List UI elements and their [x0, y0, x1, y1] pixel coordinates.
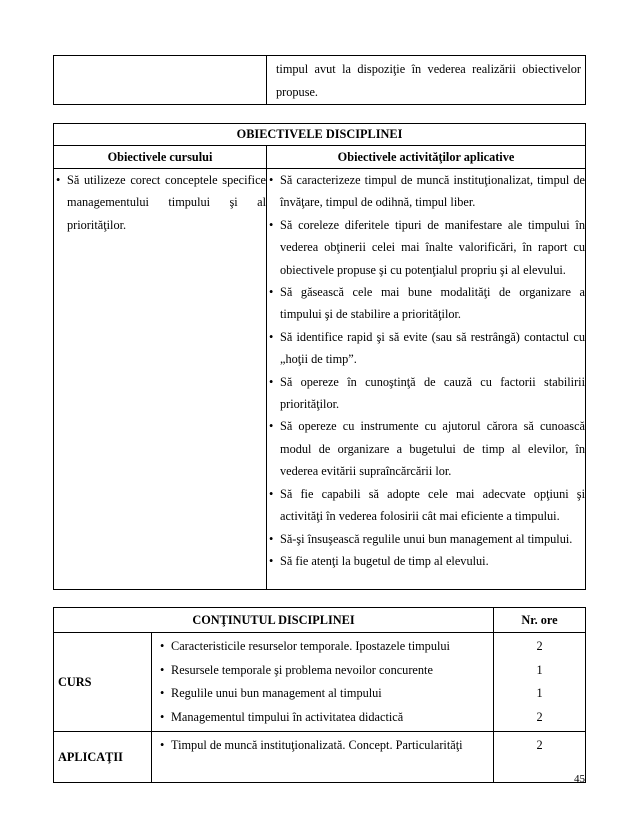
list-item: • Să fie atenţi la bugetul de timp al elevului.: [267, 550, 585, 572]
list-item: • Să opereze în cunoştinţă de cauză cu factorii stabilirii priorităţilor.: [267, 371, 585, 416]
curs-items-list: [158, 635, 489, 729]
hours-value: 1: [536, 662, 543, 677]
page-number: 45: [574, 773, 585, 785]
objectives-title: OBIECTIVELE DISCIPLINEI: [54, 124, 586, 146]
list-item: • Să găsească cele mai bune modalităţi de organizare a timpului şi de stabilire a priorităţilor.: [267, 281, 585, 326]
content-title: CONŢINUTUL DISCIPLINEI: [54, 608, 494, 633]
content-table: [53, 607, 586, 783]
list-item: • Să coreleze diferitele tipuri de manifestare ale timpului în vederea obţinerii celei mai înalte valorificări, în raport cu obiectivele propuse şi cu potenţialul propriu şi al elevului.: [267, 214, 585, 281]
list-item: • Timpul de muncă instituţionalizată. Concept. Particularităţi: [158, 734, 489, 758]
curs-items-cell: [152, 633, 494, 732]
list-item: • Să caracterizeze timpul de muncă instituţionalizat, timpul de învăţare, timpul de odihnă, timpul liber.: [267, 169, 585, 214]
activity-objectives-cell: [267, 169, 586, 590]
activity-objectives-header: Obiectivele activităţilor aplicative: [267, 146, 586, 169]
list-item: • Să identifice rapid şi să evite (sau să restrângă) contactul cu „hoţii de timp”.: [267, 326, 585, 371]
hours-value: 1: [536, 686, 543, 700]
list-item: • Să opereze cu instrumente cu ajutorul cărora să cunoască modul de organizare a bugetului de timp al elevilor, în vederea evitării supraîncărcării lor.: [267, 415, 585, 482]
aplicatii-items-list: [158, 734, 489, 758]
course-objectives-header: Obiectivele cursului: [54, 146, 267, 169]
top-continuation-table: [53, 55, 586, 105]
top-left-empty-cell: [54, 56, 267, 105]
course-objectives-list: [54, 169, 266, 236]
list-item: • Să fie capabili să adopte cele mai adecvate opţiuni şi activităţi în vederea folosirii cât mai eficiente a timpului.: [267, 483, 585, 528]
aplicatii-items-cell: [152, 732, 494, 783]
hours-value: 2: [536, 639, 543, 653]
curs-hours-cell: [494, 633, 586, 732]
hours-value: 2: [536, 738, 543, 752]
list-item: • Caracteristicile resurselor temporale. Ipostazele timpului: [158, 635, 489, 659]
activity-objectives-list: [267, 169, 585, 572]
list-item: • Resursele temporale şi problema nevoilor concurente: [158, 659, 489, 683]
curs-label: CURS: [54, 633, 152, 732]
list-item: • Managementul timpului în activitatea didactică: [158, 706, 489, 730]
list-item: • Să utilizeze corect conceptele specifice managementului timpului şi al priorităţilor.: [54, 169, 266, 236]
list-item: • Să-şi însuşească regulile unui bun management al timpului.: [267, 528, 585, 550]
top-right-text-cell: timpul avut la dispoziţie în vederea realizării obiectivelor propuse.: [267, 56, 586, 105]
objectives-table: [53, 123, 586, 590]
aplicatii-label: APLICAŢII: [54, 732, 152, 783]
aplicatii-hours-cell: [494, 732, 586, 783]
list-item: • Regulile unui bun management al timpului: [158, 682, 489, 706]
hours-header: Nr. ore: [494, 608, 586, 633]
hours-value: 2: [536, 709, 543, 724]
course-objectives-cell: [54, 169, 267, 590]
